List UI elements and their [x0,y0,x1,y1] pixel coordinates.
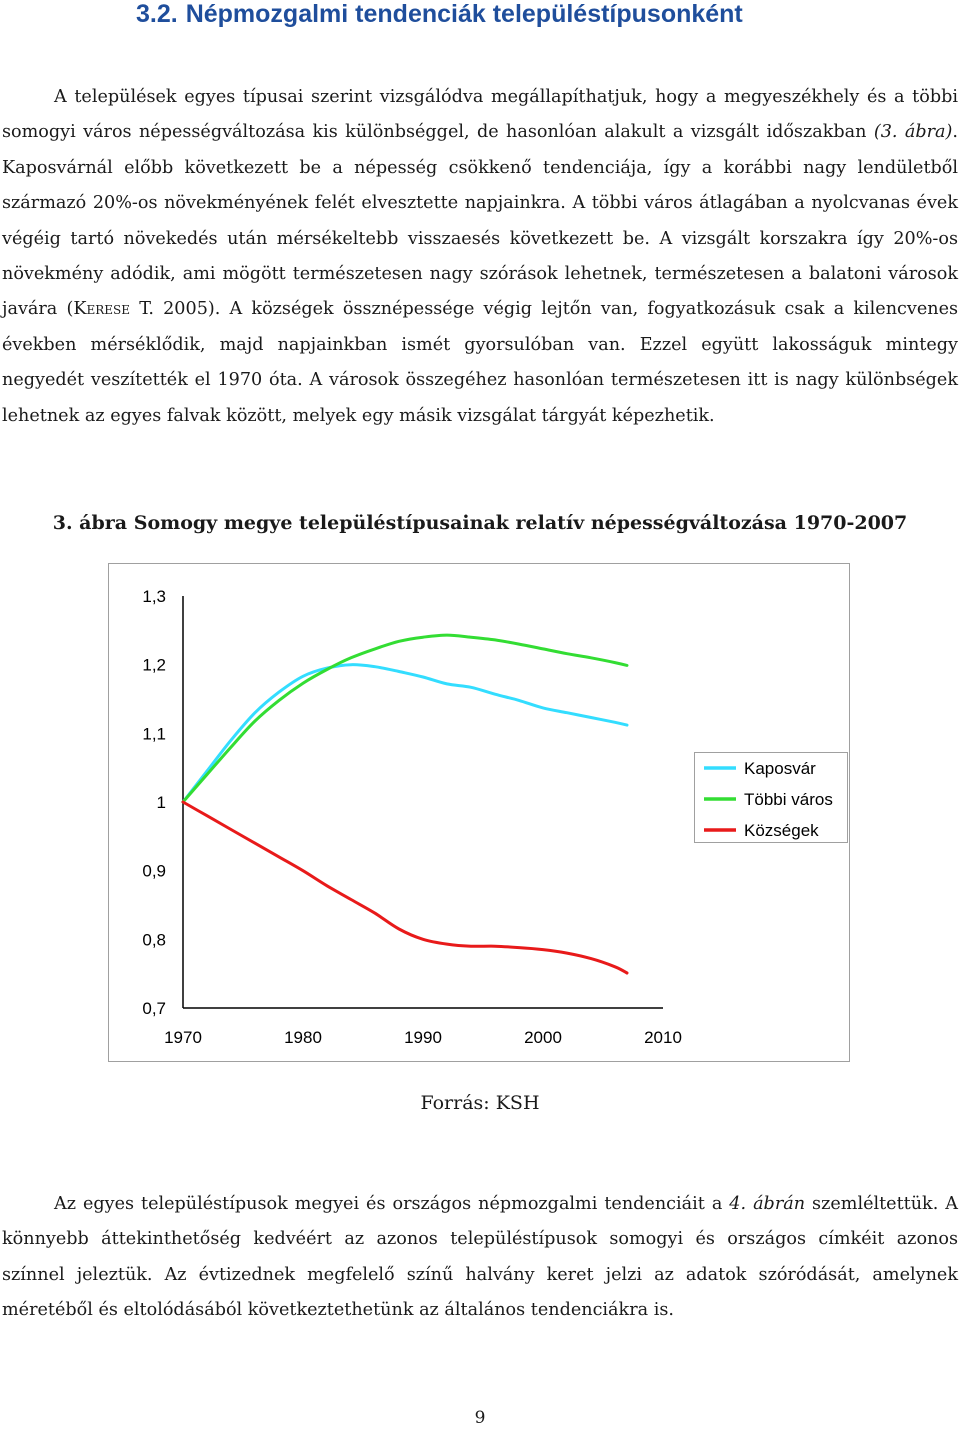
paragraph-text: szemléltettük. A könnyebb áttekinthetőség kedvéért az azonos településtípusok somogyi és országos címkéit azonos színnel jeleztük. Az évtizednek megfelelő színű halvány keret jelzi az adatok szóródását, amelynek méretéből és eltolódásából következtethetünk az általános tendenciákra is. [2,1194,958,1321]
figure-reference: (3. ábra) [873,122,953,143]
y-tick-label: 0,8 [142,930,166,950]
y-tick-label: 0,9 [142,861,166,881]
x-tick-label: 1980 [284,1028,322,1047]
y-tick-label: 1,3 [142,587,166,606]
y-tick-label: 1,2 [142,655,166,675]
page-number: 9 [474,1408,486,1428]
section-heading [136,0,743,29]
y-tick-label: 0,7 [142,999,166,1018]
legend-label: Többi város [744,790,833,809]
legend-label: Kaposvár [744,759,816,778]
paragraph-text: A települések egyes típusai szerint vizsgálódva megállapíthatjuk, hogy a megyeszékhely és a többi somogyi város népességváltozása kis különbséggel, de hasonlóan alakult a vizsgált időszakban [2,87,958,143]
body-paragraph-1 [2,80,958,434]
x-tick-label: 2010 [644,1028,682,1047]
population-change-chart [108,563,850,1063]
legend-label: Községek [744,821,819,840]
figure-reference: 4. ábrán [729,1194,806,1214]
figure-caption: 3. ábra Somogy megye településtípusainak relatív népességváltozása 1970-2007 [52,512,908,534]
figure-source: Forrás: KSH [420,1092,540,1114]
body-paragraph-2 [2,1187,958,1329]
x-tick-label: 2000 [524,1028,562,1047]
x-tick-label: 1970 [164,1028,202,1047]
x-tick-label: 1990 [404,1028,442,1047]
author-name: Kerese [73,299,131,320]
legend [695,753,848,843]
section-title: Népmozgalmi tendenciák településtípusonként [185,0,743,28]
y-tick-label: 1,1 [142,724,166,744]
paragraph-text: T. 2005). A községek össznépessége végig lejtőn van, fogyatkozásuk csak a kilencvenes években mérséklődik, majd napjainkban ismét gyorsulóban van. Ezzel együtt lakosságuk mintegy negyedét veszítették el 1970 óta. A városok összegéhez hasonlóan természetesen itt is nagy különbségek lehetnek az egyes falvak között, melyek egy másik vizsgálat tárgyát képezhetik. [2,299,959,426]
section-number: 3.2. [136,0,178,28]
paragraph-text: . Kaposvárnál előbb következett be a népesség csökkenő tendenciája, így a korábbi nagy lendületből származó 20%-os növekményének felét elvesztette napjainkra. A többi város átlagában a nyolcvanas évek végéig tartó növekedés után mérsékeltebb visszaesés következett be. A vizsgált korszakra így 20%-os növekmény adódik, ami mögött természetesen nagy szórások lehetnek, természetesen a balatoni városok javára ( [2,122,958,320]
y-tick-label: 1 [156,793,166,812]
chart-container [108,563,850,1063]
paragraph-text: Az egyes településtípusok megyei és országos népmozgalmi tendenciáit a [54,1194,730,1214]
